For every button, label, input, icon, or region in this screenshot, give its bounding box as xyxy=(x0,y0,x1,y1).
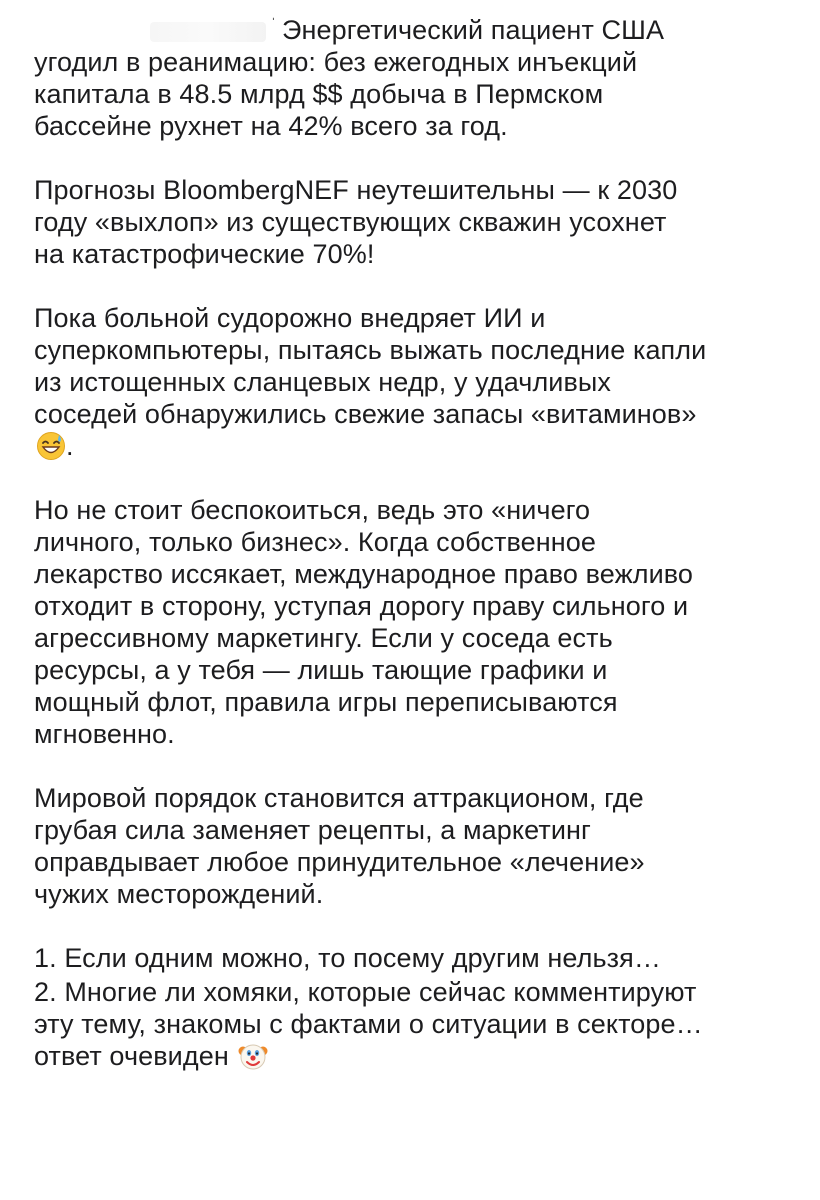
text-line: угодил в реанимацию: без ежегодных инъекций xyxy=(34,47,638,77)
paragraph-4 xyxy=(34,494,790,750)
text-line: из истощенных сланцевых недр, у удачливых xyxy=(34,367,612,397)
redacted-author-name xyxy=(150,22,266,42)
numbered-list xyxy=(34,942,790,1072)
paragraph-3 xyxy=(34,302,790,462)
text-line: году «выхлоп» из существующих скважин усохнет xyxy=(34,207,667,237)
paragraph-1 xyxy=(34,14,790,142)
text-line: мгновенно. xyxy=(34,719,175,749)
text-line: отходит в сторону, уступая дорогу праву сильного и xyxy=(34,591,689,621)
text-line: личного, только бизнес». Когда собственное xyxy=(34,527,597,557)
text-line: лекарство иссякает, международное право вежливо xyxy=(34,559,694,589)
text-line xyxy=(34,1040,790,1072)
text-line: эту тему, знакомы с фактами о ситуации в секторе… xyxy=(34,1009,703,1039)
text-line: чужих месторождений. xyxy=(34,879,324,909)
text-line: Но не стоит беспокоиться, ведь это «ничего xyxy=(34,495,591,525)
trailing-period: . xyxy=(66,431,74,461)
paragraph-5 xyxy=(34,782,790,910)
clown-face-emoji-icon xyxy=(238,1041,268,1071)
text-line xyxy=(34,430,790,462)
text-line: соседей обнаружились свежие запасы «витаминов» xyxy=(34,399,697,429)
text-fragment: ответ очевиден xyxy=(34,1041,229,1071)
text-line: Прогнозы BloombergNEF неутешительны — к 2030 xyxy=(34,175,678,205)
text-line: на катастрофические 70%! xyxy=(34,239,375,269)
list-item-1 xyxy=(34,942,790,974)
text-line: 1. Если одним можно, то посему другим нельзя… xyxy=(34,943,661,973)
text-line: 2. Многие ли хомяки, которые сейчас комментируют xyxy=(34,977,697,1007)
sweat-smile-emoji-icon xyxy=(36,431,66,461)
list-item-2 xyxy=(34,976,790,1072)
text-line: Энергетический пациент США xyxy=(282,15,665,45)
text-line: бассейне рухнет на 42% всего за год. xyxy=(34,111,508,141)
text-line: оправдывает любое принудительное «лечение» xyxy=(34,847,645,877)
text-line: суперкомпьютеры, пытаясь выжать последние капли xyxy=(34,335,707,365)
text-line: мощный флот, правила игры переписываются xyxy=(34,687,618,717)
paragraph-2 xyxy=(34,174,790,270)
text-line: ресурсы, а у тебя — лишь тающие графики и xyxy=(34,655,608,685)
text-line: Мировой порядок становится аттракционом, где xyxy=(34,783,644,813)
text-line: грубая сила заменяет рецепты, а маркетинг xyxy=(34,815,591,845)
separator-mark: ˈ xyxy=(271,15,276,31)
text-line: капитала в 48.5 млрд $$ добыча в Пермском xyxy=(34,79,604,109)
text-line: Пока больной судорожно внедряет ИИ и xyxy=(34,303,546,333)
text-line: агрессивному маркетингу. Если у соседа есть xyxy=(34,623,613,653)
